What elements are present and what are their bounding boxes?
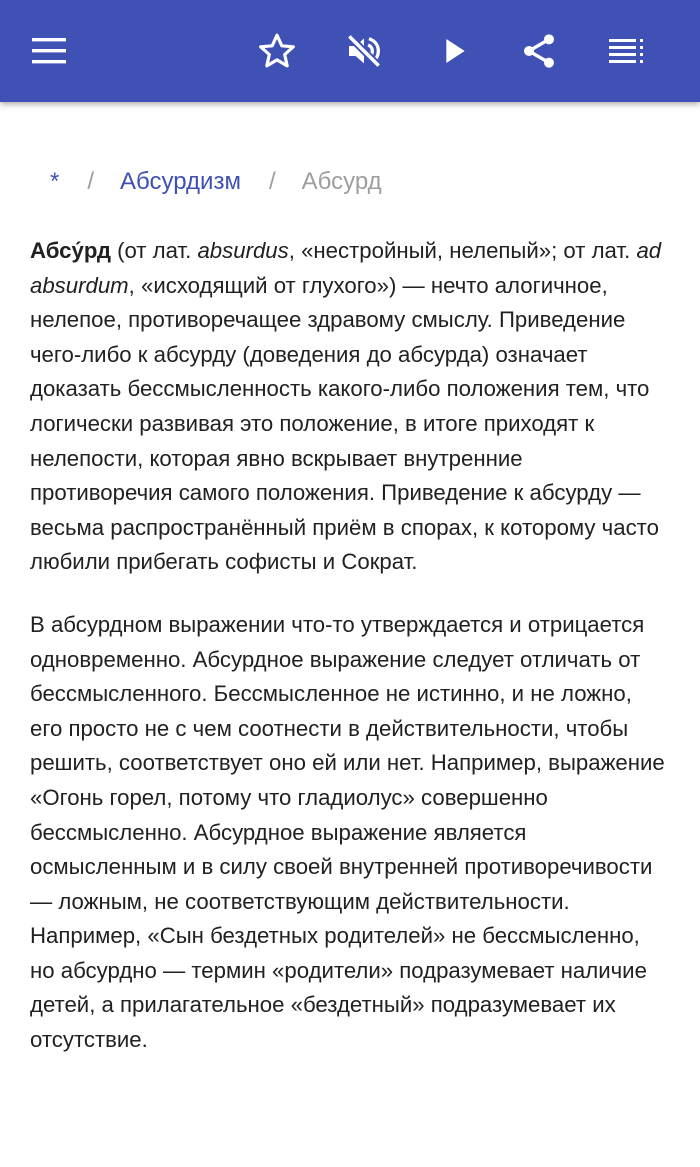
share-button[interactable] [507,19,571,83]
list-icon [609,39,645,63]
breadcrumb-parent-link[interactable]: Абсурдизм [120,168,241,195]
article-paragraph: В абсурдном выражении что-то утверждается и отрицается одновременно. Абсурдное выражение следует отличать от бессмысленного. Бессмысленное не истинно, и не ложно, его просто не с чем соотнести в действительности, чтобы решить, соответствует оно ей или нет. Например, выражение «Огонь горел, потому что гладиолус» совершенно бессмысленно. Абсурдное выражение является осмысленным и в силу своей внутренней противоречивости — ложным, не соответствующим действительности. Например, «Сын бездетных родителей» не бессмысленно, но абсурдно — термин «родители» подразумевает наличие детей, а прилагательное «бездетный» подразумевает их отсутствие. [30,611,665,1053]
breadcrumb-current: Абсурд [301,168,382,195]
paragraph-text: (от лат. [110,238,198,263]
volume-off-icon [344,31,384,71]
menu-button[interactable] [18,19,82,83]
article-paragraph [30,234,670,580]
breadcrumb [50,166,382,198]
mute-button[interactable] [332,19,396,83]
paragraph-text: , «исходящий от глухого») — нечто алогичное, нелепое, противоречащее здравому смыслу. Приведение чего-либо к абсурду (доведения до абсурда) означает доказать бессмысленность какого-либо положения тем, что логически развивая это положение, в итоге приходят к нелепости, которая явно вскрывает внутренние противоречия самого положения. Приведение к абсурду — весьма распространённый приём в спорах, к которому часто любили прибегать софисты и Сократ. [30,272,659,575]
paragraph-text: , «нестройный, нелепый»; от лат. [288,238,637,263]
play-icon [433,31,473,71]
share-icon [519,31,559,71]
menu-icon [32,38,68,64]
latin-term: ad absurdum [30,238,662,298]
breadcrumb-separator: / [268,168,276,195]
latin-term: absurdus [197,238,289,263]
play-button[interactable] [421,19,485,83]
article-body [30,234,670,1086]
app-toolbar [0,0,700,102]
breadcrumb-separator: / [87,168,95,195]
contents-button[interactable] [595,19,659,83]
breadcrumb-root-link[interactable]: * [50,168,60,195]
star-outline-icon [257,31,297,71]
article-content [30,102,670,1167]
article-term: Абсу́рд [30,238,111,263]
favorite-button[interactable] [245,19,309,83]
